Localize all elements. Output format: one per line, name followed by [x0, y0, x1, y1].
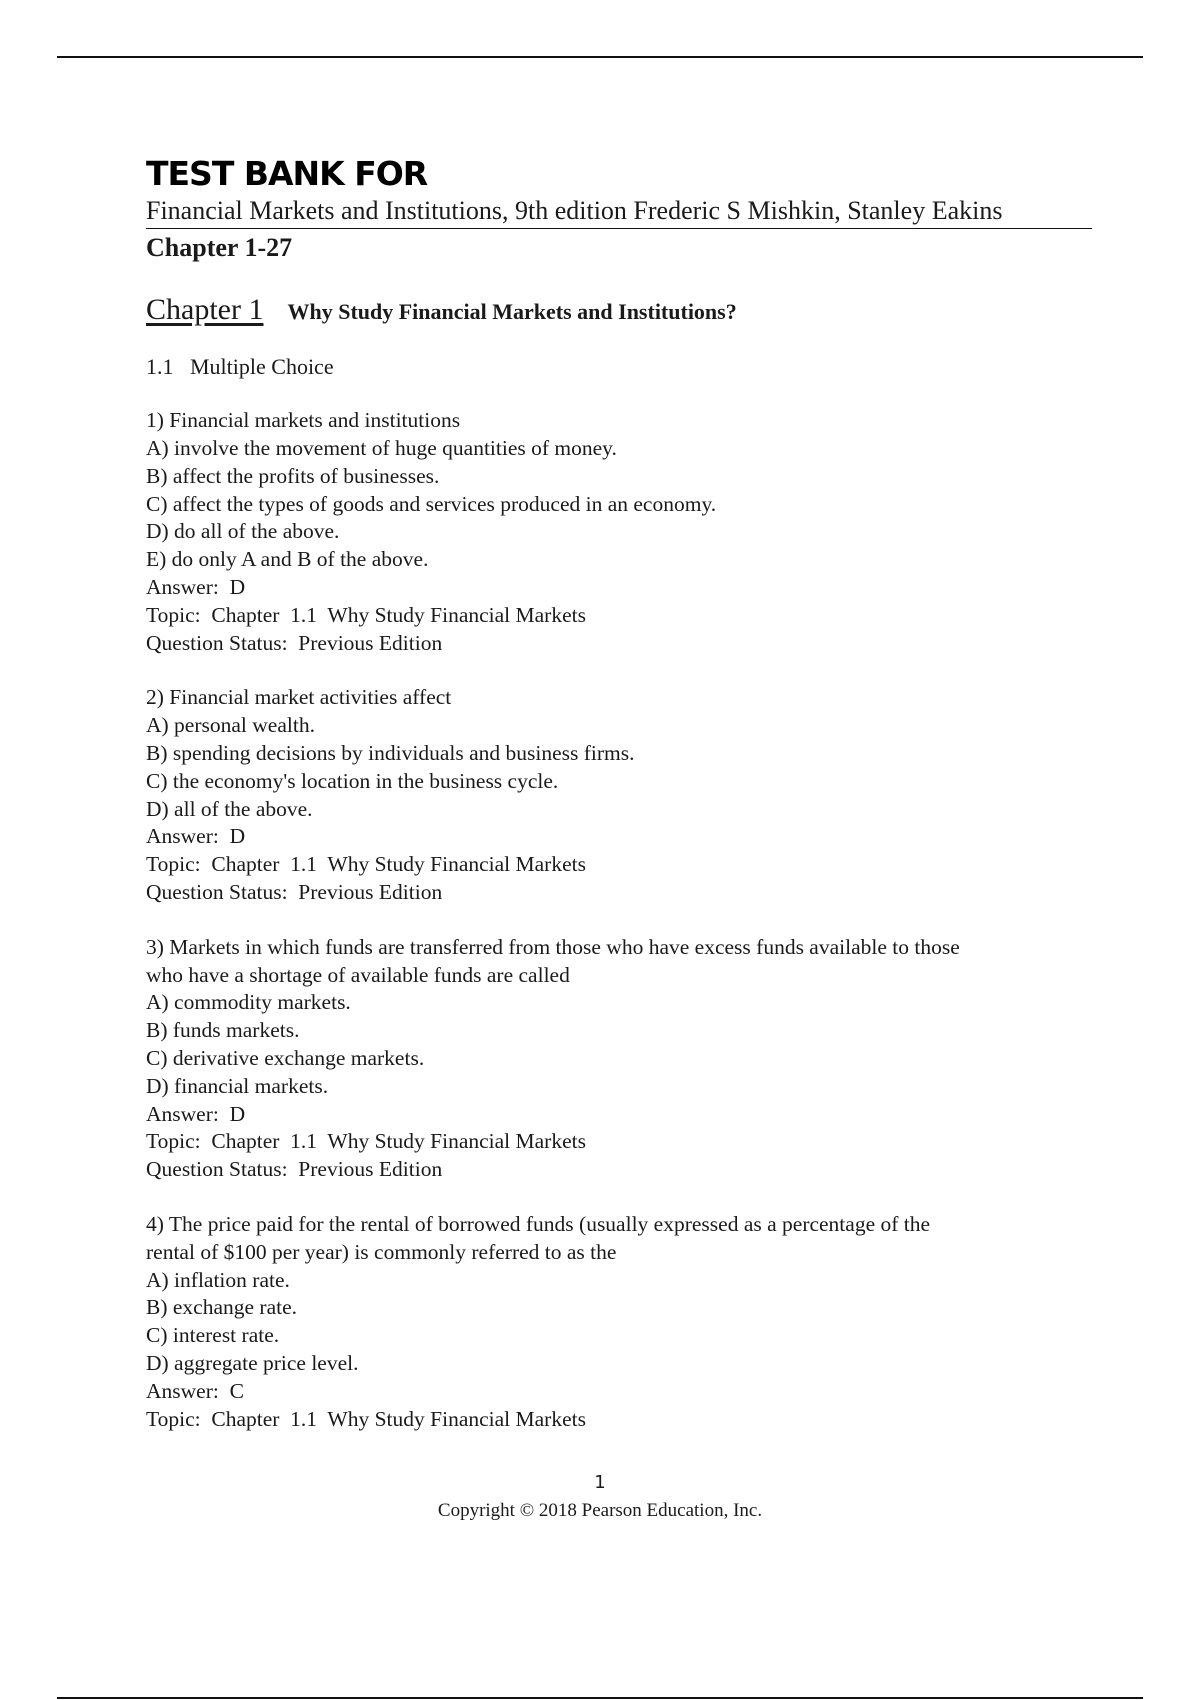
question-line: D) do all of the above. [146, 519, 340, 544]
question-line: Topic: Chapter 1.1 Why Study Financial Markets [146, 852, 586, 877]
document-title: TEST BANK FOR [146, 154, 428, 193]
question-block [146, 407, 1096, 657]
question-line: Topic: Chapter 1.1 Why Study Financial Markets [146, 1129, 586, 1154]
question-list [146, 407, 1096, 1433]
question-line: A) commodity markets. [146, 990, 351, 1015]
question-line: 3) Markets in which funds are transferred from those who have excess funds available to those [146, 934, 960, 959]
question-line: rental of $100 per year) is commonly referred to as the [146, 1239, 617, 1264]
document-page [146, 148, 1096, 1460]
question-line: B) spending decisions by individuals and business firms. [146, 741, 635, 766]
question-line: D) financial markets. [146, 1073, 329, 1098]
question-line: B) funds markets. [146, 1018, 300, 1043]
question-line: B) exchange rate. [146, 1295, 298, 1320]
question-line: Question Status: Previous Edition [146, 880, 443, 905]
question-block [146, 684, 1096, 906]
question-line: C) interest rate. [146, 1323, 280, 1348]
question-line: 2) Financial market activities affect [146, 685, 452, 710]
question-line: A) inflation rate. [146, 1267, 290, 1292]
question-line: D) aggregate price level. [146, 1351, 359, 1375]
question-line: Answer: D [146, 1101, 246, 1126]
question-line: Topic: Chapter 1.1 Why Study Financial Markets [146, 1406, 586, 1431]
question-line: Answer: C [146, 1378, 244, 1403]
section-heading: 1.1 Multiple Choice [146, 354, 334, 380]
question-line: Question Status: Previous Edition [146, 1157, 443, 1182]
bottom-rule [57, 1697, 1143, 1699]
page-number: 1 [594, 1472, 606, 1493]
question-line: A) personal wealth. [146, 713, 315, 738]
chapter-link[interactable]: Chapter 1 [146, 293, 264, 327]
question-line: D) all of the above. [146, 796, 313, 821]
chapter-heading [146, 293, 1096, 327]
question-line: Answer: D [146, 575, 246, 600]
question-line: Question Status: Previous Edition [146, 630, 443, 655]
question-line: Answer: D [146, 824, 246, 849]
document-subtitle: Financial Markets and Institutions, 9th edition Frederic S Mishkin, Stanley Eakins [146, 194, 1092, 229]
question-line: Topic: Chapter 1.1 Why Study Financial Markets [146, 602, 586, 627]
chapter-title: Why Study Financial Markets and Institutions? [287, 299, 737, 325]
copyright-notice: Copyright © 2018 Pearson Education, Inc. [437, 1500, 763, 1521]
question-line: A) involve the movement of huge quantities of money. [146, 436, 617, 461]
question-line: B) affect the profits of businesses. [146, 463, 440, 488]
question-block [146, 1211, 1096, 1433]
question-line: 1) Financial markets and institutions [146, 408, 461, 433]
top-rule [57, 56, 1143, 58]
question-line: C) affect the types of goods and services produced in an economy. [146, 491, 717, 516]
chapter-range: Chapter 1-27 [146, 233, 293, 263]
question-line: E) do only A and B of the above. [146, 547, 429, 572]
question-line: C) derivative exchange markets. [146, 1046, 425, 1071]
question-line: C) the economy's location in the business cycle. [146, 768, 559, 793]
question-line: 4) The price paid for the rental of borrowed funds (usually expressed as a percentage of the [146, 1212, 931, 1237]
question-line: who have a shortage of available funds are called [146, 962, 570, 987]
question-block [146, 934, 1096, 1184]
